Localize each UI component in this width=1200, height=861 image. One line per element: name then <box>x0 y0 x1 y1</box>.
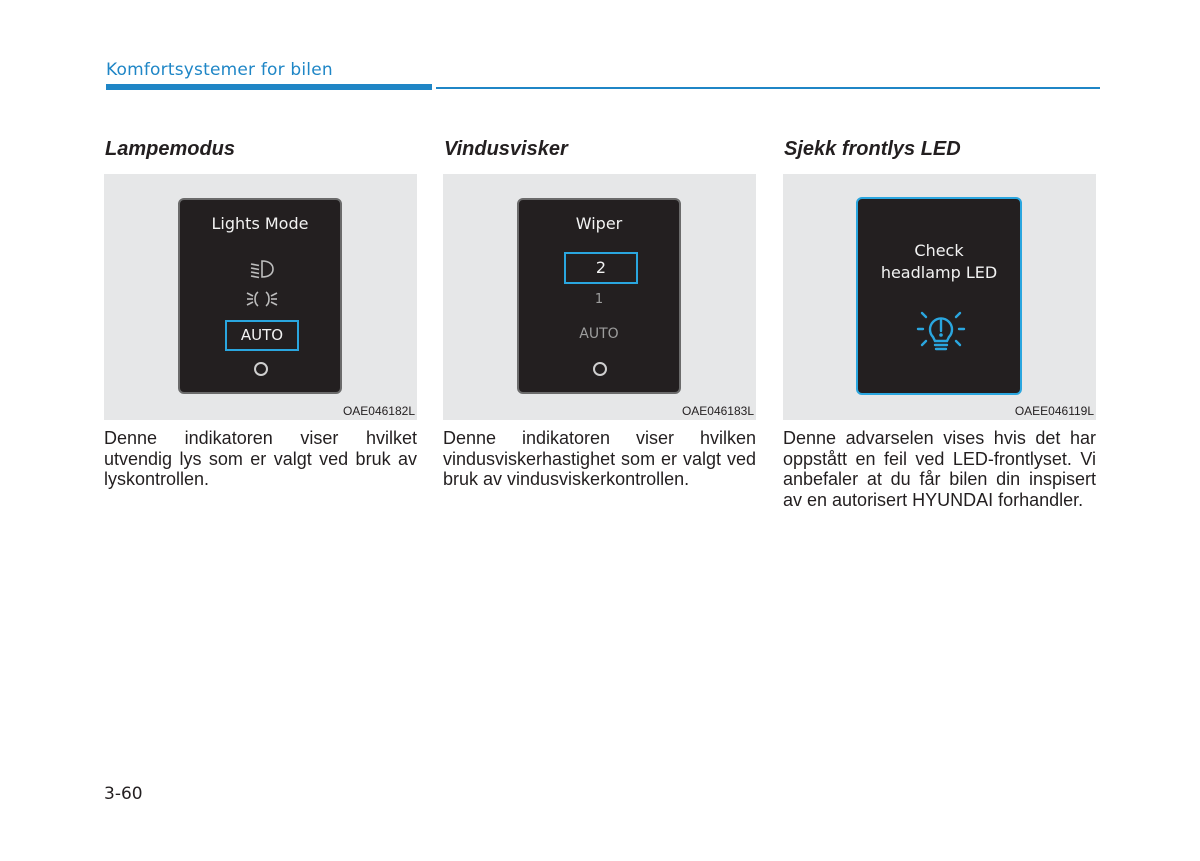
knob-circle-icon <box>593 362 607 376</box>
figure-wiper <box>443 174 756 420</box>
figure-lights-mode <box>104 174 417 420</box>
page-number: 3-60 <box>104 784 143 804</box>
headlamp-low-beam-icon <box>248 258 276 280</box>
section-text: Denne advarselen vises hvis det har oppstått en feil ved LED-frontlyset. Vi anbefaler at du får bilen din inspisert av en autorisert HYUNDAI forhandler. <box>783 428 1096 510</box>
header-bar <box>106 84 432 90</box>
panel-title-line2: headlamp LED <box>880 263 998 282</box>
wiper-option-auto: AUTO <box>579 326 619 342</box>
selected-mode-auto: AUTO <box>225 320 299 351</box>
figure-code: OAE046182L <box>342 404 415 418</box>
headlamp-warning-icon <box>916 307 966 355</box>
panel-title-line1: Check <box>914 241 964 260</box>
panel-title: Lights Mode <box>211 214 309 233</box>
headlamp-led-display <box>856 197 1022 395</box>
section-title: Lampemodus <box>105 138 236 160</box>
section-title: Vindusvisker <box>444 138 568 160</box>
header-title: Komfortsystemer for bilen <box>106 60 333 80</box>
wiper-option-1: 1 <box>594 292 604 307</box>
section-text: Denne indikatoren viser hvilket utvendig lys som er valgt ved bruk av lyskontrollen. <box>104 428 417 489</box>
lights-mode-display <box>178 198 342 394</box>
section-text: Denne indikatoren viser hvilken vindusviskerhastighet som er valgt ved bruk av vindusviskerkontrollen. <box>443 428 756 489</box>
selected-wiper-speed: 2 <box>564 252 638 284</box>
knob-circle-icon <box>254 362 268 376</box>
position-lamp-icon <box>244 288 280 310</box>
section-title: Sjekk frontlys LED <box>784 138 961 160</box>
figure-code: OAE046183L <box>681 404 754 418</box>
header-rule <box>436 87 1100 89</box>
panel-title: Wiper <box>575 214 623 233</box>
wiper-display <box>517 198 681 394</box>
figure-code: OAEE046119L <box>1014 404 1094 418</box>
figure-headlamp-led <box>783 174 1096 420</box>
